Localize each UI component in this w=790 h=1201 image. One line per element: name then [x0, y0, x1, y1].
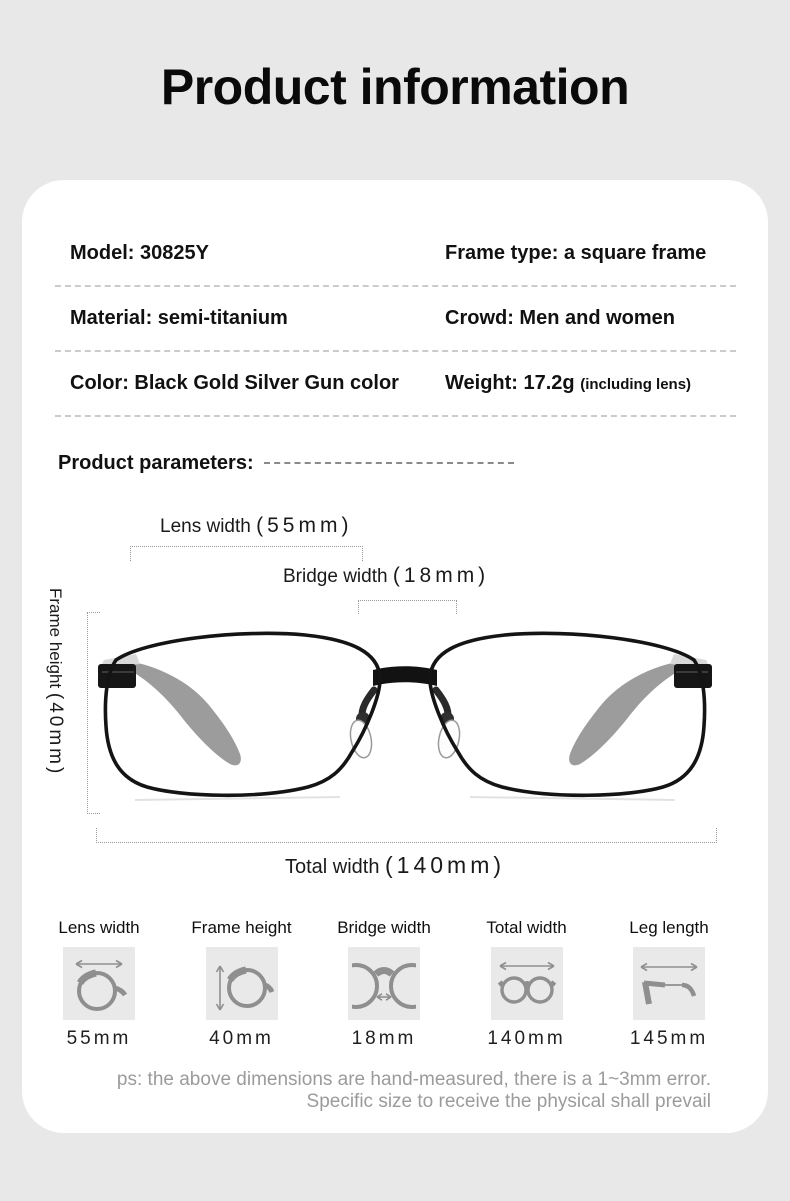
size-card-label: Lens width [58, 918, 140, 937]
bridge-width-icon [352, 952, 416, 1016]
size-card-total-width [471, 918, 583, 1050]
spec-weight-note: (including lens) [580, 376, 692, 393]
size-card-lens-width [43, 918, 155, 1050]
size-card-frame-height [186, 918, 298, 1050]
lens-width-value: (55mm) [256, 514, 353, 537]
spec-row-material [55, 287, 736, 352]
size-card-label: Bridge width [337, 918, 431, 937]
glasses-front-photo [90, 620, 720, 850]
size-card-box [63, 947, 135, 1020]
lens-width-label: Lens width [160, 516, 257, 537]
spec-crowd: Crowd: Men and women [445, 307, 675, 329]
size-card-label: Total width [486, 918, 567, 937]
size-card-label: Leg length [629, 918, 709, 937]
size-card-value: 145mm [629, 1028, 709, 1049]
left-temple [120, 660, 241, 765]
frame-height-value: (40mm) [45, 692, 66, 777]
frame-height-icon [210, 952, 274, 1016]
spec-weight [445, 372, 736, 395]
total-width-label: Total width [284, 856, 386, 878]
bridge-width-label: Bridge width [283, 566, 393, 587]
lens-width-annotation [160, 514, 352, 538]
frame-height-label: Frame height [46, 588, 65, 693]
product-parameters-label: Product parameters: [58, 451, 254, 474]
size-card-row [43, 918, 725, 1050]
total-width-value: (140mm) [385, 852, 506, 878]
left-lens-rim [105, 633, 380, 795]
size-card-bridge-width [328, 918, 440, 1050]
footer-note [117, 1069, 711, 1113]
right-lens-rim [430, 633, 705, 795]
dotted-divider [264, 462, 514, 464]
product-card [22, 180, 768, 1133]
footer-note-line2: Specific size to receive the physical shall prevail [306, 1091, 711, 1112]
size-card-label: Frame height [191, 918, 292, 937]
page-title: Product information [160, 59, 630, 115]
lens-width-bracket [130, 546, 363, 561]
bridge-width-annotation [283, 564, 489, 588]
frame-height-annotation [44, 588, 66, 828]
size-card-box [348, 947, 420, 1020]
bridge [373, 666, 437, 686]
spec-color: Color: Black Gold Silver Gun color [70, 372, 399, 394]
spec-table [55, 222, 736, 417]
spec-material: Material: semi-titanium [70, 307, 288, 329]
total-width-bracket [96, 828, 717, 843]
bridge-width-value: (18mm) [392, 564, 490, 587]
footer-note-line1: ps: the above dimensions are hand-measured, there is a 1~3mm error. [116, 1069, 711, 1090]
spec-frame-type: Frame type: a square frame [445, 242, 707, 264]
spec-row-color [55, 352, 736, 417]
spec-weight-value: Weight: 17.2g [445, 372, 575, 394]
spec-model: Model: 30825Y [70, 242, 209, 264]
leg-length-icon [637, 952, 701, 1016]
bridge-width-bracket [358, 600, 457, 614]
size-card-value: 40mm [209, 1028, 274, 1049]
right-temple [569, 660, 690, 765]
size-card-box [491, 947, 563, 1020]
product-parameters-heading [58, 450, 514, 476]
size-card-box [206, 947, 278, 1020]
total-width-annotation [22, 852, 768, 879]
size-card-value: 18mm [351, 1028, 417, 1049]
size-card-value: 140mm [487, 1028, 566, 1049]
size-card-value: 55mm [66, 1028, 132, 1049]
spec-row-model [55, 222, 736, 287]
size-card-box [633, 947, 705, 1020]
size-card-leg-length [613, 918, 725, 1050]
lens-width-icon [67, 952, 131, 1016]
total-width-icon [495, 952, 559, 1016]
